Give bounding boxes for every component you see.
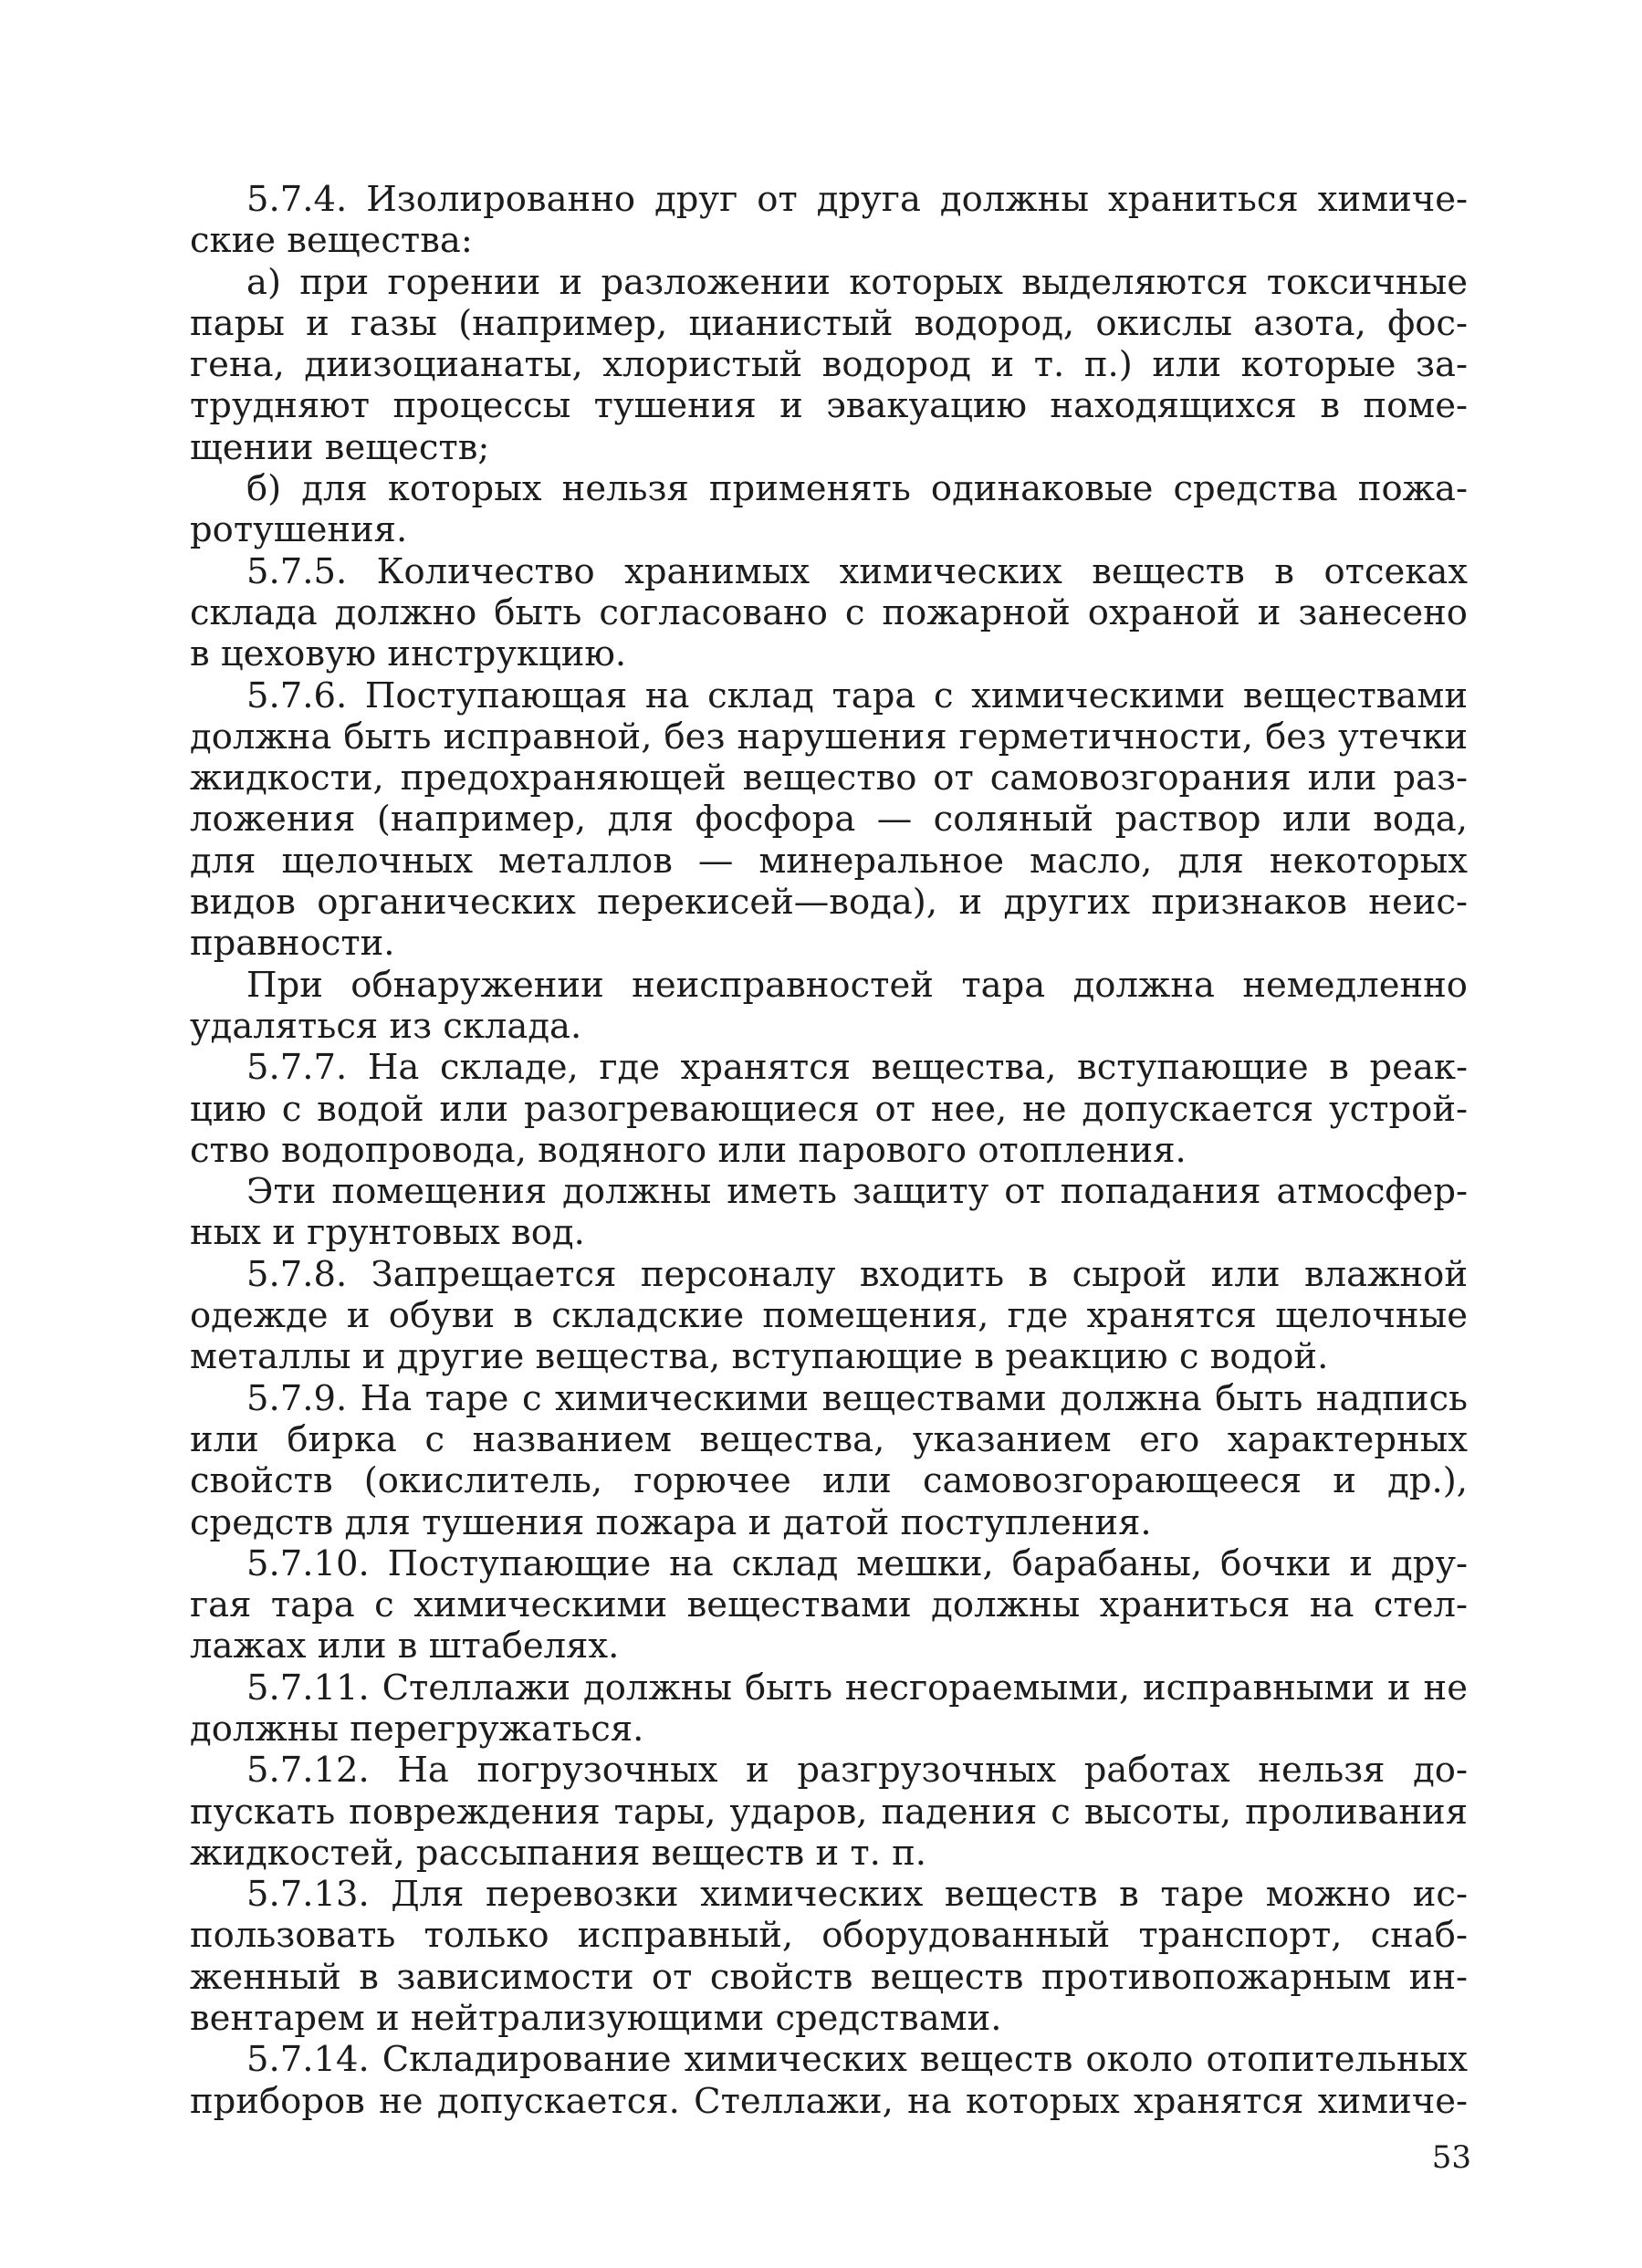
text-line: удаляться из склада. (190, 1005, 582, 1047)
text-line: ных и грунтовых вод. (190, 1212, 585, 1254)
text-line: 5.7.9. На таре с химическими веществами должна быть надпись (246, 1377, 1468, 1419)
text-line: вентарем и нейтрализующими средствами. (190, 1998, 1002, 2040)
text-line: ложения (например, для фосфора — соляный раствор или вода, (190, 799, 1468, 841)
text-line: или бирка с названием вещества, указанием его характерных (190, 1418, 1468, 1460)
text-line: приборов не допускается. Стеллажи, на которых хранятся химиче- (190, 2080, 1468, 2122)
text-line: ротушения. (190, 509, 408, 551)
text-line: средств для тушения пожара и датой поступления. (190, 1501, 1152, 1543)
text-line: свойств (окислитель, горючее или самовозгорающееся и др.), (190, 1460, 1468, 1502)
text-line: видов органических перекисей—вода), и других признаков неис- (190, 882, 1468, 924)
text-line: 5.7.5. Количество хранимых химических веществ в отсеках (246, 550, 1468, 592)
text-line: 5.7.12. На погрузочных и разгрузочных работах нельзя до- (246, 1750, 1468, 1792)
text-line: правности. (190, 923, 395, 965)
text-line: щении веществ; (190, 426, 490, 468)
text-line: склада должно быть согласовано с пожарной охраной и занесено (190, 591, 1468, 633)
text-line: 5.7.14. Складирование химических веществ около отопительных (246, 2039, 1468, 2081)
text-line: пускать повреждения тары, ударов, падения с высоты, проливания (190, 1791, 1468, 1833)
text-line: в цеховую инструкцию. (190, 633, 627, 675)
text-line: а) при горении и разложении которых выделяются токсичные (246, 261, 1468, 303)
text-line: цию с водой или разогревающиеся от нее, не допускается устрой- (190, 1088, 1468, 1130)
text-line: гая тара с химическими веществами должны храниться на стел- (190, 1584, 1468, 1626)
text-line: женный в зависимости от свойств веществ противопожарным ин- (190, 1956, 1468, 1998)
text-line: 5.7.10. Поступающие на склад мешки, барабаны, бочки и дру- (246, 1542, 1468, 1584)
text-line: 5.7.4. Изолированно друг от друга должны храниться химиче- (246, 179, 1468, 220)
text-line: При обнаружении неисправностей тара должна немедленно (246, 964, 1468, 1006)
text-line: лажах или в штабелях. (190, 1625, 620, 1667)
text-line: пары и газы (например, цианистый водород, окислы азота, фос- (190, 302, 1468, 344)
text-line: б) для которых нельзя применять одинаковые средства пожа- (246, 468, 1468, 510)
text-line: Эти помещения должны иметь защиту от попадания атмосфер- (246, 1171, 1468, 1213)
text-line: ские вещества: (190, 220, 473, 262)
text-line: должна быть исправной, без нарушения герметичности, без утечки (190, 716, 1468, 758)
text-line: 5.7.13. Для перевозки химических веществ в таре можно ис- (246, 1874, 1468, 1916)
text-line: 5.7.11. Стеллажи должны быть несгораемыми, исправными и не (246, 1667, 1468, 1709)
text-line: металлы и другие вещества, вступающие в реакцию с водой. (190, 1336, 1329, 1378)
text-line: жидкости, предохраняющей вещество от самовозгорания или раз- (190, 758, 1468, 800)
text-line: одежде и обуви в складские помещения, где хранятся щелочные (190, 1295, 1468, 1337)
text-line: 5.7.7. На складе, где хранятся вещества, вступающие в реак- (246, 1047, 1468, 1089)
text-line: должны перегружаться. (190, 1708, 644, 1750)
body-text (190, 179, 1468, 2122)
text-line: 5.7.6. Поступающая на склад тара с химическими веществами (246, 674, 1468, 716)
text-line: ство водопровода, водяного или парового отопления. (190, 1129, 1187, 1171)
text-line: гена, диизоцианаты, хлористый водород и т. п.) или которые за- (190, 344, 1468, 386)
text-line: для щелочных металлов — минеральное масло, для некоторых (190, 840, 1468, 882)
page-number: 53 (1431, 2139, 1471, 2176)
text-line: пользовать только исправный, оборудованный транспорт, снаб- (190, 1915, 1468, 1957)
text-line: трудняют процессы тушения и эвакуацию находящихся в поме- (190, 385, 1468, 427)
text-line: 5.7.8. Запрещается персоналу входить в сырой или влажной (246, 1253, 1468, 1295)
text-line: жидкостей, рассыпания веществ и т. п. (190, 1832, 927, 1874)
